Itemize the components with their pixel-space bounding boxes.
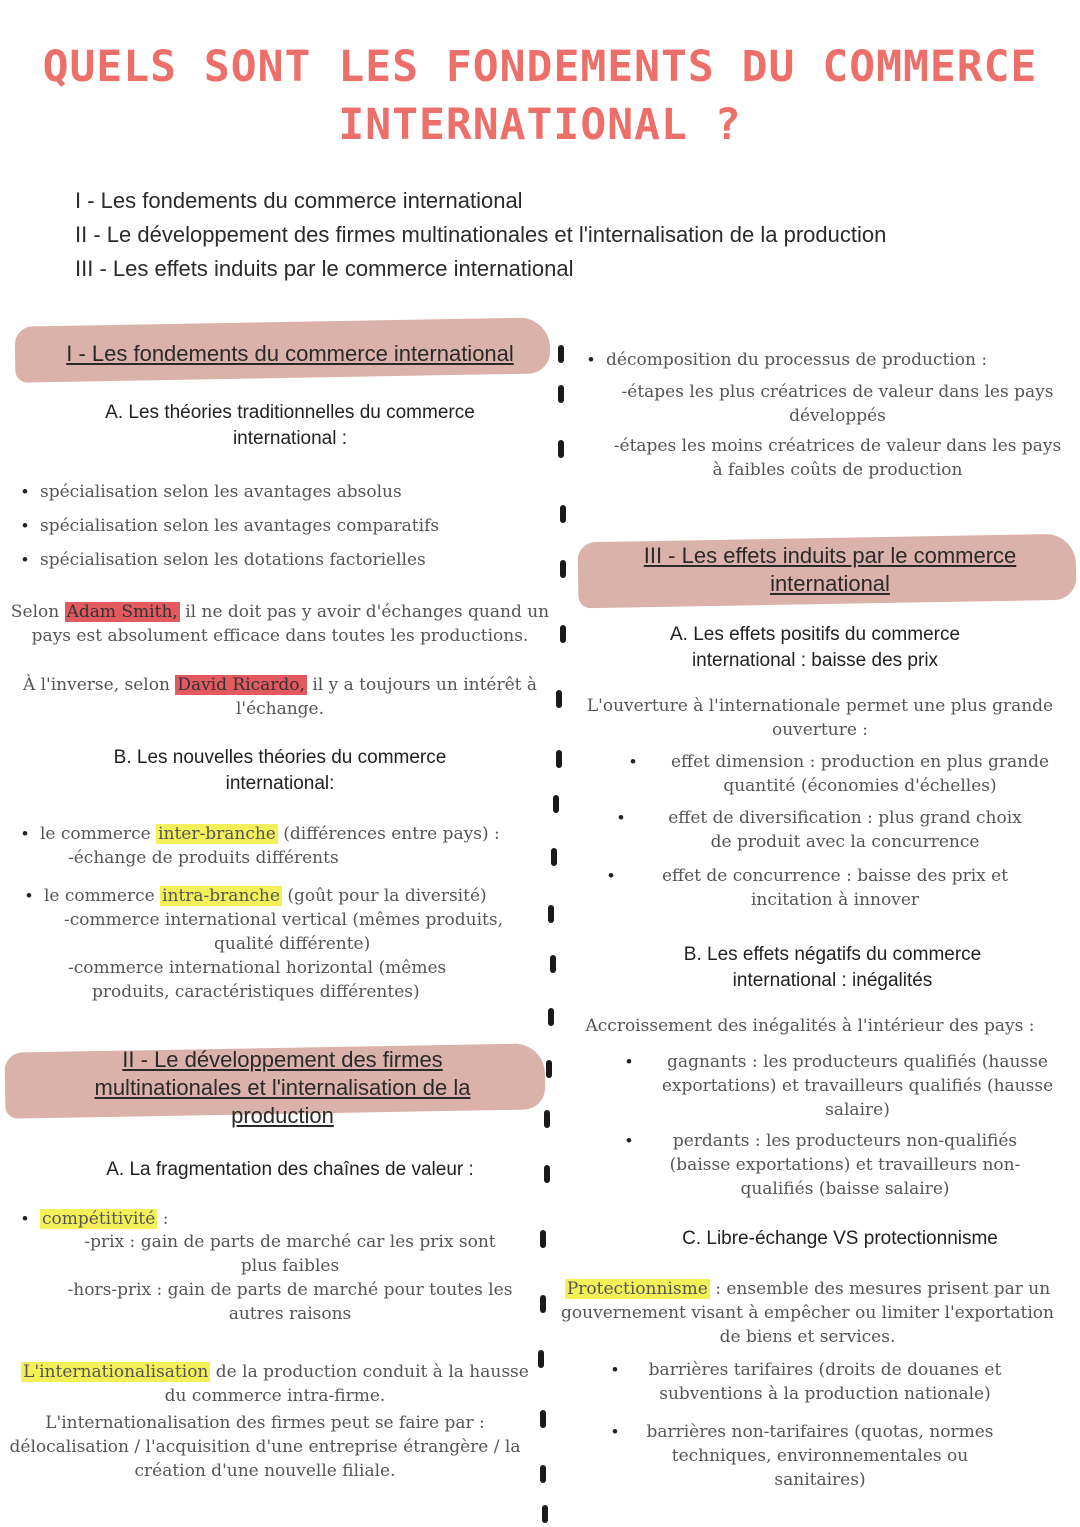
- title-line-2: INTERNATIONAL ?: [338, 100, 742, 150]
- list-item: • barrières tarifaires (droits de douanes et subventions à la production nationale): [612, 1360, 1002, 1404]
- section-1a-heading: A. Les théories traditionnelles du commerce international :: [105, 402, 475, 449]
- section-3c-heading: C. Libre-échange VS protectionnisme: [682, 1228, 998, 1249]
- toc-item: I - Les fondements du commerce international: [75, 188, 523, 213]
- internationalisation-highlight: L'internationalisation: [23, 1362, 209, 1382]
- list-item: • effet de concurrence : baisse des prix et incitation à innover: [608, 866, 1009, 910]
- list-item: • le commerce intra-branche (goût pour la diversité) -commerce international vertical (mêmes produits, qualité différente) -commerce international horizontal (mêmes produits, caractéristiques différentes): [26, 886, 503, 1002]
- inter-highlight: inter-branche: [158, 824, 276, 844]
- ricardo-paragraph: À l'inverse, selon David Ricardo, il y a toujours un intérêt à l'échange.: [22, 675, 538, 719]
- competitivite-highlight: compétitivité: [42, 1209, 156, 1229]
- section-1b-heading: B. Les nouvelles théories du commerce international:: [113, 747, 447, 794]
- list-item: • le commerce inter-branche (différences entre pays) : -échange de produits différents: [22, 824, 500, 868]
- ouverture-paragraph: L'ouverture à l'internationale permet une plus grande ouverture :: [586, 696, 1054, 740]
- smith-highlight: Adam Smith,: [66, 602, 178, 622]
- section-2a-heading: A. La fragmentation des chaînes de valeur :: [106, 1159, 474, 1180]
- section-3-heading: III - Les effets induits par le commerce international: [643, 543, 1017, 596]
- protectionnisme-paragraph: Protectionnisme : ensemble des mesures prisent par un gouvernement visant à empêcher ou limiter l'exportation de biens et services.: [561, 1279, 1054, 1347]
- intra-highlight: intra-branche: [162, 886, 280, 906]
- list-item: • spécialisation selon les avantages absolus: [22, 482, 402, 502]
- list-item: • barrières non-tarifaires (quotas, normes techniques, environnementales ou sanitaires): [612, 1422, 994, 1490]
- protectionnisme-highlight: Protectionnisme: [566, 1279, 708, 1299]
- list-item: • effet dimension : production en plus grande quantité (économies d'échelles): [630, 752, 1050, 796]
- list-item: • compétitivité :: [22, 1209, 169, 1229]
- section-2-heading: II - Le développement des firmes multinationales et l'internalisation de la production: [94, 1047, 471, 1128]
- prix-paragraph: -prix : gain de parts de marché car les prix sont plus faibles -hors-prix : gain de parts de marché pour toutes les autres raisons: [67, 1232, 513, 1324]
- internationalisation-paragraph: L'internationalisation de la production conduit à la hausse du commerce intra-firme.: [23, 1362, 529, 1406]
- list-item: • perdants : les producteurs non-qualifiés (baisse exportations) et travailleurs non- qualifiés (baisse salaire): [626, 1131, 1021, 1199]
- firms-paragraph: L'internationalisation des firmes peut se faire par : délocalisation / l'acquisition d'une entreprise étrangère / la création d'une nouvelle filiale.: [9, 1413, 521, 1481]
- list-item: • effet de diversification : plus grand choix de produit avec la concurrence: [618, 808, 1022, 852]
- page-title: [0, 38, 1080, 154]
- ricardo-highlight: David Ricardo,: [177, 675, 305, 695]
- list-item: • spécialisation selon les avantages comparatifs: [22, 516, 440, 536]
- title-line-1: QUELS SONT LES FONDEMENTS DU COMMERCE: [42, 42, 1038, 92]
- list-item: • gagnants : les producteurs qualifiés (hausse exportations) et travailleurs qualifiés (hausse salaire): [626, 1052, 1054, 1120]
- section-3a-heading: A. Les effets positifs du commerce international : baisse des prix: [669, 624, 961, 671]
- toc-item: III - Les effets induits par le commerce international: [75, 256, 574, 281]
- table-of-contents: [75, 184, 886, 286]
- list-item: • décomposition du processus de production :: [588, 350, 988, 370]
- smith-paragraph: Selon Adam Smith, il ne doit pas y avoir d'échanges quand un pays est absolument efficace dans toutes les productions.: [10, 602, 550, 646]
- etapes-paragraph: -étapes les plus créatrices de valeur dans les pays développés -étapes les moins créatrices de valeur dans les pays à faibles coûts de production: [613, 382, 1062, 480]
- toc-item: II - Le développement des firmes multinationales et l'internalisation de la production: [75, 222, 887, 247]
- section-3b-heading: B. Les effets négatifs du commerce international : inégalités: [683, 944, 982, 991]
- section-1-heading: I - Les fondements du commerce international: [66, 341, 514, 366]
- list-item: • spécialisation selon les dotations factorielles: [22, 550, 426, 570]
- inegalites-paragraph: Accroissement des inégalités à l'intérieur des pays :: [585, 1016, 1035, 1036]
